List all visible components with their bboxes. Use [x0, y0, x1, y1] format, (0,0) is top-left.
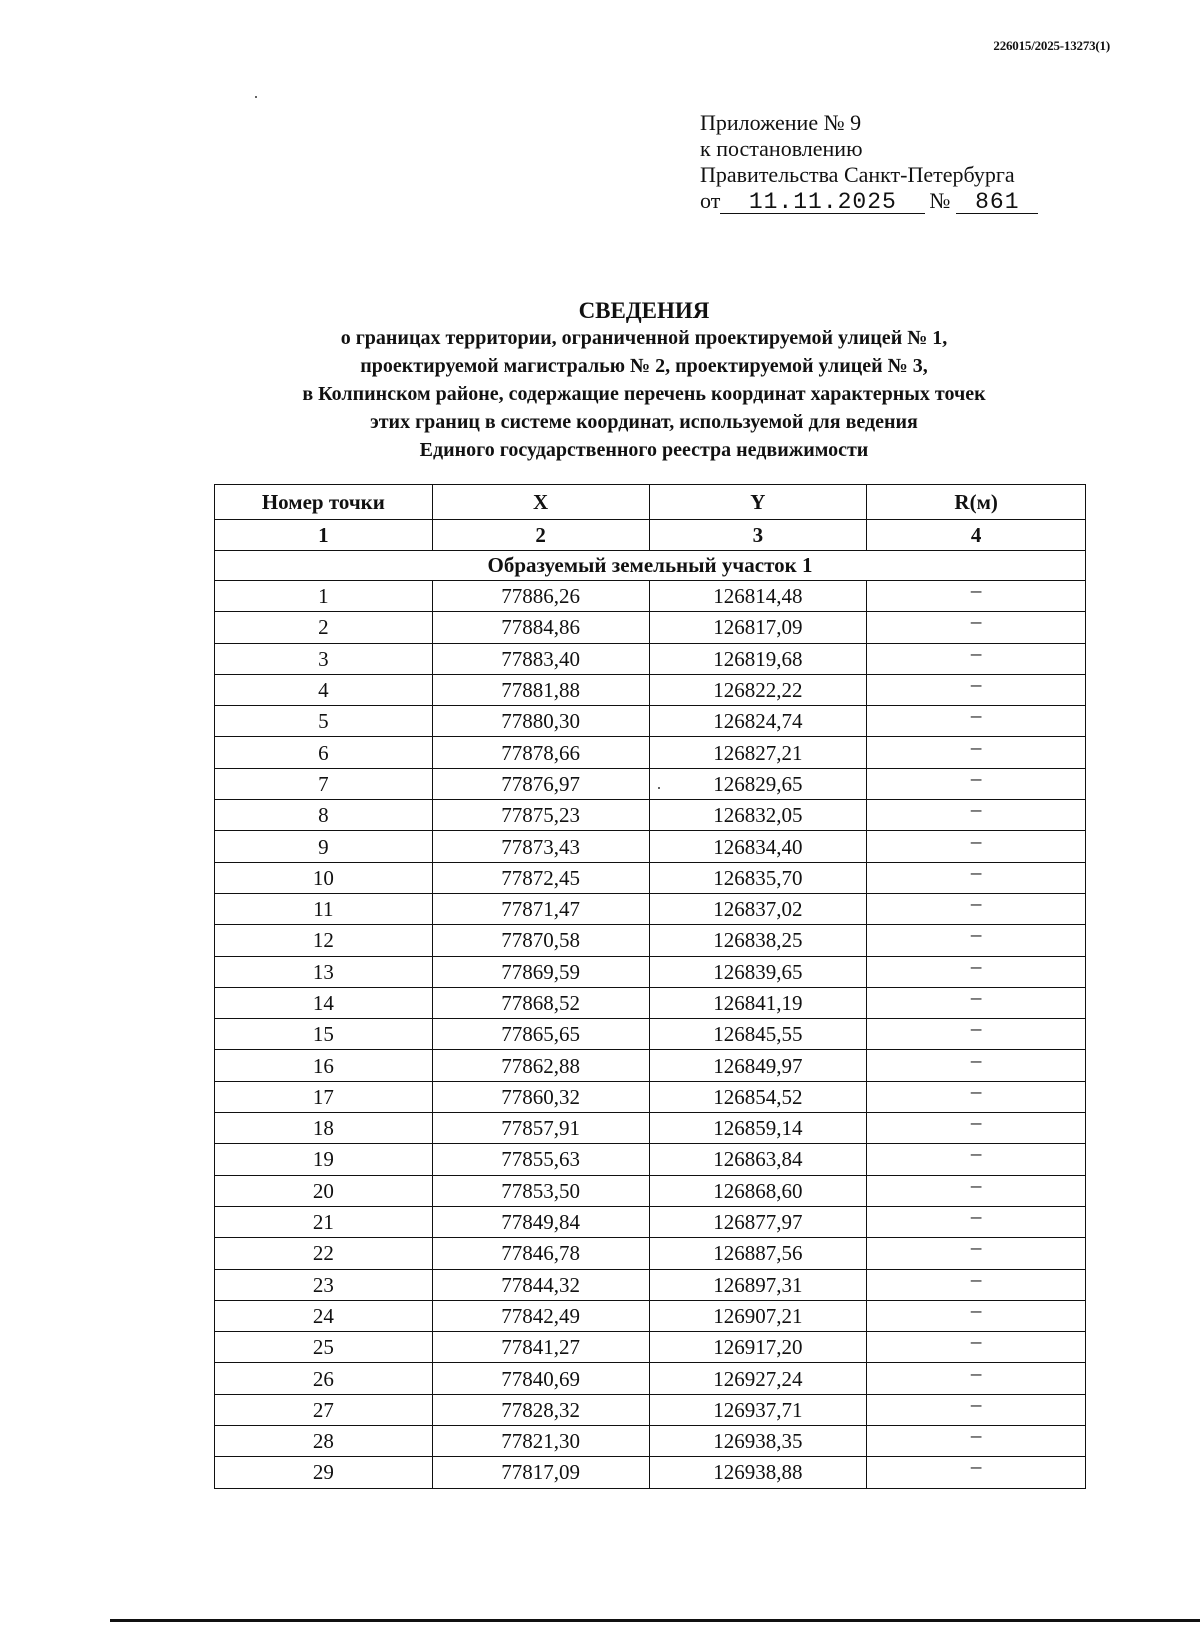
y-coordinate-cell: 126868,60: [649, 1175, 867, 1206]
header-point-number: Номер точки: [215, 485, 433, 520]
point-number-cell: 19: [215, 1144, 433, 1175]
section-title: Образуемый земельный участок 1: [215, 551, 1086, 581]
table-row: [215, 1457, 1086, 1488]
x-coordinate-cell: 77870,58: [432, 925, 649, 956]
dash-mark: –: [970, 797, 982, 822]
point-number-cell: 12: [215, 925, 433, 956]
x-coordinate-cell: 77878,66: [432, 737, 649, 768]
table-row: [215, 612, 1086, 643]
column-index: 4: [867, 520, 1086, 551]
point-number-cell: 7: [215, 768, 433, 799]
table-row: [215, 768, 1086, 799]
y-coordinate-cell: 126827,21: [649, 737, 867, 768]
dash-mark: –: [970, 1204, 982, 1229]
appendix-date-line: [700, 188, 1038, 214]
x-coordinate-cell: 77841,27: [432, 1332, 649, 1363]
x-coordinate-cell: 77842,49: [432, 1300, 649, 1331]
point-number-cell: 28: [215, 1426, 433, 1457]
y-coordinate-cell: 126877,97: [649, 1206, 867, 1237]
point-number-cell: 6: [215, 737, 433, 768]
point-number-cell: 24: [215, 1300, 433, 1331]
point-number-cell: 22: [215, 1238, 433, 1269]
column-index-row: [215, 520, 1086, 551]
table-row: [215, 1081, 1086, 1112]
y-coordinate-cell: 126817,09: [649, 612, 867, 643]
point-number-cell: 10: [215, 862, 433, 893]
table-row: [215, 956, 1086, 987]
table-row: [215, 1363, 1086, 1394]
point-number-cell: 21: [215, 1206, 433, 1237]
y-coordinate-cell: 126887,56: [649, 1238, 867, 1269]
table-row: [215, 1300, 1086, 1331]
table-row: [215, 862, 1086, 893]
x-coordinate-cell: 77862,88: [432, 1050, 649, 1081]
appendix-line-3: Правительства Санкт-Петербурга: [700, 162, 1015, 187]
decree-number: 861: [956, 191, 1038, 214]
x-coordinate-cell: 77876,97: [432, 768, 649, 799]
y-coordinate-cell: 126814,48: [649, 581, 867, 612]
number-prefix: №: [929, 188, 951, 213]
dash-mark: –: [970, 1235, 982, 1260]
dash-mark: –: [970, 985, 982, 1009]
dash-mark: –: [970, 891, 982, 916]
point-number-cell: 3: [215, 643, 433, 674]
y-coordinate-cell: 126839,65: [649, 956, 867, 987]
scan-speck: [255, 96, 257, 98]
table-row: [215, 1269, 1086, 1300]
y-coordinate-cell: 126834,40: [649, 831, 867, 862]
point-number-cell: 8: [215, 800, 433, 831]
x-coordinate-cell: 77880,30: [432, 706, 649, 737]
y-coordinate-cell: 126845,55: [649, 1019, 867, 1050]
table-row: [215, 643, 1086, 674]
table-row: [215, 1394, 1086, 1425]
table-row: [215, 925, 1086, 956]
x-coordinate-cell: 77873,43: [432, 831, 649, 862]
dash-mark: –: [970, 1454, 982, 1479]
point-number-cell: 17: [215, 1081, 433, 1112]
x-coordinate-cell: 77875,23: [432, 800, 649, 831]
x-coordinate-cell: 77884,86: [432, 612, 649, 643]
dash-mark: –: [970, 1329, 982, 1354]
point-number-cell: 29: [215, 1457, 433, 1488]
x-coordinate-cell: 77871,47: [432, 893, 649, 924]
dash-mark: –: [970, 1047, 982, 1072]
y-coordinate-cell: 126838,25: [649, 925, 867, 956]
point-number-cell: 5: [215, 706, 433, 737]
point-number-cell: 15: [215, 1019, 433, 1050]
dash-mark: –: [970, 953, 982, 978]
dash-mark: –: [970, 1423, 982, 1448]
table-row: [215, 800, 1086, 831]
x-coordinate-cell: 77872,45: [432, 862, 649, 893]
column-index: 3: [649, 520, 867, 551]
header-radius: R(м): [867, 485, 1086, 520]
point-number-cell: 13: [215, 956, 433, 987]
table-row: [215, 1426, 1086, 1457]
point-number-cell: 25: [215, 1332, 433, 1363]
point-number-cell: 14: [215, 987, 433, 1018]
table-row: [215, 1238, 1086, 1269]
appendix-line-1: Приложение № 9: [700, 110, 862, 135]
dash-mark: –: [970, 1172, 982, 1197]
coordinates-table: [214, 484, 1086, 1489]
dash-mark: –: [970, 1110, 982, 1135]
scan-speck: [658, 787, 660, 789]
page-title: СВЕДЕНИЯ: [578, 298, 710, 323]
table-row: [215, 1144, 1086, 1175]
table-row: [215, 1175, 1086, 1206]
x-coordinate-cell: 77821,30: [432, 1426, 649, 1457]
point-number-cell: 20: [215, 1175, 433, 1206]
y-coordinate-cell: 126829,65: [649, 768, 867, 799]
table-row: [215, 581, 1086, 612]
dash-mark: –: [970, 765, 982, 790]
column-index: 1: [215, 520, 433, 551]
point-number-cell: 26: [215, 1363, 433, 1394]
y-coordinate-cell: 126938,35: [649, 1426, 867, 1457]
dash-mark: –: [970, 1141, 982, 1166]
x-coordinate-cell: 77849,84: [432, 1206, 649, 1237]
y-coordinate-cell: 126841,19: [649, 987, 867, 1018]
y-coordinate-cell: 126854,52: [649, 1081, 867, 1112]
y-coordinate-cell: 126859,14: [649, 1113, 867, 1144]
column-index: 2: [432, 520, 649, 551]
dash-mark: –: [970, 1078, 982, 1103]
y-coordinate-cell: 126927,24: [649, 1363, 867, 1394]
y-coordinate-cell: 126832,05: [649, 800, 867, 831]
table-row: [215, 1332, 1086, 1363]
document-title-block: [150, 297, 1138, 464]
dash-mark: –: [970, 859, 982, 884]
table-row: [215, 893, 1086, 924]
point-number-cell: 23: [215, 1269, 433, 1300]
x-coordinate-cell: 77886,26: [432, 581, 649, 612]
section-row: [215, 551, 1086, 581]
x-coordinate-cell: 77865,65: [432, 1019, 649, 1050]
point-number-cell: 4: [215, 674, 433, 705]
table-row: [215, 1113, 1086, 1144]
header-y: Y: [649, 485, 867, 520]
x-coordinate-cell: 77828,32: [432, 1394, 649, 1425]
y-coordinate-cell: 126937,71: [649, 1394, 867, 1425]
appendix-line-2: к постановлению: [700, 136, 863, 161]
dash-mark: –: [970, 578, 982, 603]
x-coordinate-cell: 77883,40: [432, 643, 649, 674]
y-coordinate-cell: 126822,22: [649, 674, 867, 705]
dash-mark: –: [970, 609, 982, 634]
dash-mark: –: [970, 1266, 982, 1291]
y-coordinate-cell: 126837,02: [649, 893, 867, 924]
x-coordinate-cell: 77857,91: [432, 1113, 649, 1144]
x-coordinate-cell: 77846,78: [432, 1238, 649, 1269]
dash-mark: –: [970, 1016, 982, 1041]
point-number-cell: 2: [215, 612, 433, 643]
x-coordinate-cell: 77853,50: [432, 1175, 649, 1206]
table-row: [215, 706, 1086, 737]
x-coordinate-cell: 77855,63: [432, 1144, 649, 1175]
dash-mark: –: [970, 734, 982, 759]
y-coordinate-cell: 126849,97: [649, 1050, 867, 1081]
table-row: [215, 1206, 1086, 1237]
point-number-cell: 16: [215, 1050, 433, 1081]
x-coordinate-cell: 77860,32: [432, 1081, 649, 1112]
table-row: [215, 674, 1086, 705]
point-number-cell: 27: [215, 1394, 433, 1425]
appendix-block: [700, 110, 1038, 214]
point-number-cell: 11: [215, 893, 433, 924]
x-coordinate-cell: 77868,52: [432, 987, 649, 1018]
x-coordinate-cell: 77817,09: [432, 1457, 649, 1488]
y-coordinate-cell: 126863,84: [649, 1144, 867, 1175]
header-x: X: [432, 485, 649, 520]
dash-mark: –: [970, 1297, 982, 1322]
point-number-cell: 1: [215, 581, 433, 612]
y-coordinate-cell: 126824,74: [649, 706, 867, 737]
table-row: [215, 1050, 1086, 1081]
y-coordinate-cell: 126938,88: [649, 1457, 867, 1488]
dash-mark: –: [970, 1391, 982, 1416]
y-coordinate-cell: 126897,31: [649, 1269, 867, 1300]
dash-mark: –: [970, 922, 982, 947]
point-number-cell: 18: [215, 1113, 433, 1144]
table-row: [215, 987, 1086, 1018]
dash-mark: –: [970, 828, 982, 853]
dash-mark: –: [970, 1360, 982, 1385]
y-coordinate-cell: 126907,21: [649, 1300, 867, 1331]
table-row: [215, 737, 1086, 768]
scan-edge-line: [110, 1619, 1200, 1622]
title-description: о границах территории, ограниченной проектируемой улицей № 1, проектируемой магистралью № 2, проектируемой улицей № 3, в Колпинском районе, содержащие перечень координат характерных точек этих границ в системе координат, используемой для ведения Единого государственного реестра недвижимости: [302, 327, 986, 461]
point-number-cell: 9: [215, 831, 433, 862]
date-prefix: от: [700, 188, 721, 213]
decree-date: 11.11.2025: [720, 191, 925, 214]
y-coordinate-cell: 126819,68: [649, 643, 867, 674]
x-coordinate-cell: 77881,88: [432, 674, 649, 705]
dash-mark: –: [970, 640, 982, 665]
x-coordinate-cell: 77869,59: [432, 956, 649, 987]
y-coordinate-cell: 126917,20: [649, 1332, 867, 1363]
y-coordinate-cell: 126835,70: [649, 862, 867, 893]
dash-mark: –: [970, 703, 982, 728]
document-registration-number: 226015/2025-13273(1): [993, 38, 1110, 53]
table-row: [215, 831, 1086, 862]
dash-mark: –: [970, 672, 982, 697]
x-coordinate-cell: 77844,32: [432, 1269, 649, 1300]
x-coordinate-cell: 77840,69: [432, 1363, 649, 1394]
table-header-row: [215, 485, 1086, 520]
radius-cell: [867, 1454, 1086, 1488]
table-row: [215, 1019, 1086, 1050]
